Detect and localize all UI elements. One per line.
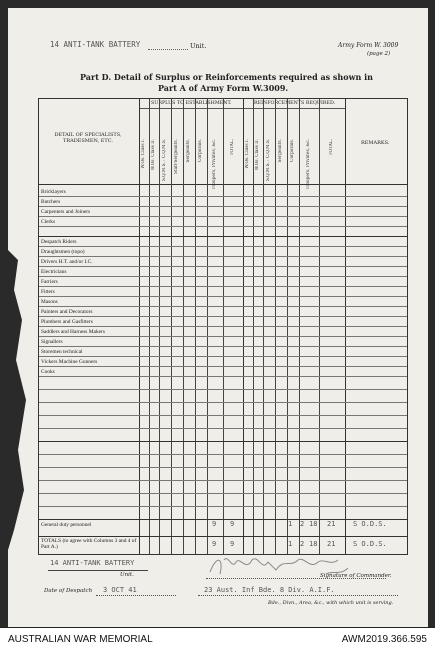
document-page: [8, 8, 428, 628]
row-label: Storemen technical: [41, 349, 83, 355]
gd-remarks: S O.D.S.: [353, 520, 387, 528]
row-label: Clerks: [41, 219, 56, 225]
row-label: Plumbers and Gasfitters: [41, 319, 93, 325]
tot-reinf-total: 21: [327, 540, 336, 548]
title-line-1: Part D. Detail of Surplus or Reinforcements required as shown in: [80, 72, 373, 82]
row-label: Farriers: [41, 279, 58, 285]
row-label: Painters and Decorators: [41, 309, 93, 315]
col-label: Sergeants.: [278, 139, 283, 163]
totals-label: TOTALS (to agree with Columns 3 and 4 of Part A.): [41, 538, 137, 550]
tot-surplus-total: 9: [230, 540, 235, 548]
unit-underline: [148, 49, 188, 50]
general-duty-label: General duty personnel: [41, 522, 92, 528]
row-label: Bricklayers: [41, 189, 66, 195]
formation-label: Bde., Divn., Area, &c., with which unit is serving.: [268, 600, 394, 606]
bottom-unit-typed: 14 ANTI-TANK BATTERY: [50, 559, 135, 567]
tot-surplus-troopers: 9: [212, 540, 217, 548]
page-ref: (page 2): [367, 51, 391, 57]
row-label: Cooks: [41, 369, 55, 375]
date-label: Date of Despatch: [44, 588, 93, 594]
detail-table: [38, 98, 408, 555]
col-label: Troopers, Privates, &c.: [306, 139, 311, 190]
detail-header: DETAIL OF SPECIALISTS, TRADESMEN, ETC.: [54, 132, 122, 144]
footer-bar: [0, 627, 435, 653]
col-label: Staff-Sergeants.: [174, 139, 179, 175]
gd-reinf-total: 21: [327, 520, 336, 528]
col-label: W.Os. Class I.: [245, 139, 250, 169]
bottom-unit-label: Unit.: [120, 572, 134, 578]
tot-reinf-sqms: 1: [288, 540, 293, 548]
title-line-2: Part A of Army Form W.3009.: [158, 83, 289, 93]
group-header-divider: [139, 108, 345, 109]
row-label: Drivers H.T. and/or I.C.: [41, 259, 93, 265]
gd-reinf-corporals: 18: [309, 520, 318, 528]
col-label: Troopers, Privates, &c.: [212, 139, 217, 190]
torn-edge: [8, 250, 38, 550]
col-label: S.Q.M.S. : C.Q.M.S.: [266, 139, 271, 182]
footer-left: AUSTRALIAN WAR MEMORIAL: [8, 634, 153, 645]
row-label: Draughtsmen (topo): [41, 249, 85, 255]
remarks-header: REMARKS.: [361, 140, 390, 146]
formation-underline: [198, 595, 398, 596]
col-label: Corporals.: [198, 139, 203, 162]
surplus-header: SURPLUS TO ESTABLISHMENT.: [151, 101, 232, 106]
bottom-unit-underline: [48, 570, 148, 571]
gd-surplus-total: 9: [230, 520, 235, 528]
date-value: 3 OCT 41: [103, 586, 137, 594]
row-label: Signallers: [41, 339, 63, 345]
row-label: Carpenters and Joiners: [41, 209, 91, 215]
tot-remarks: S O.D.S.: [353, 540, 387, 548]
row-label: Butchers: [41, 199, 61, 205]
col-label: Corporals.: [290, 139, 295, 162]
row-label: Masons: [41, 299, 58, 305]
tot-reinf-sergeants: 2: [300, 540, 305, 548]
row-label: Fitters: [41, 289, 55, 295]
col-label: W.Os. Class I.: [141, 139, 146, 169]
tot-reinf-corporals: 18: [309, 540, 318, 548]
col-label: W.Os. Class II.: [151, 139, 156, 171]
row-label: Saddlers and Harness Makers: [41, 329, 105, 335]
gd-reinf-sqms: 1: [288, 520, 293, 528]
reinforcements-header: REINFORCEMENTS REQUIRED.: [254, 101, 336, 106]
row-label: Vickers Machine Gunners: [41, 359, 98, 365]
form-ref: Army Form W. 3009: [338, 42, 399, 49]
date-underline: [96, 595, 176, 596]
col-label: W.Os. Class II.: [255, 139, 260, 171]
gd-surplus-troopers: 9: [212, 520, 217, 528]
unit-label: Unit.: [190, 42, 207, 50]
gd-reinf-sergeants: 2: [300, 520, 305, 528]
row-label: Despatch Riders: [41, 239, 77, 245]
unit-typed: 14 ANTI-TANK BATTERY: [50, 40, 141, 49]
col-label: TOTAL.: [329, 139, 334, 156]
footer-right: AWM2019.366.595: [341, 634, 427, 645]
col-label: Sergeants.: [186, 139, 191, 163]
col-label: TOTAL.: [230, 139, 235, 156]
formation-typed: 23 Aust. Inf Bde. 8 Div. A.I.F.: [204, 586, 335, 594]
signature-label: Signature of Commander.: [320, 573, 392, 579]
row-label: Electricians: [41, 269, 67, 275]
col-label: S.Q.M.S. : C.Q.M.S.: [162, 139, 167, 182]
